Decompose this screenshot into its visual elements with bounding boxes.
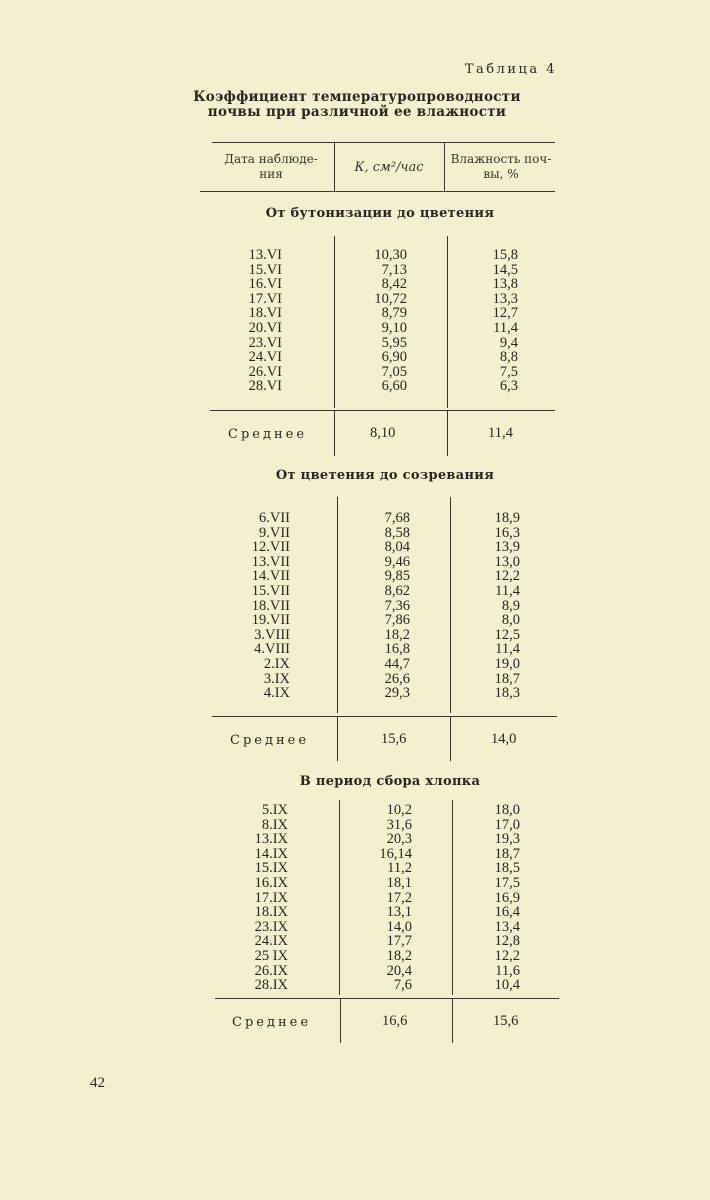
- col-header-k: К, см²/час: [354, 160, 424, 175]
- cell-moisture: 8,9: [501, 597, 520, 614]
- cell-moisture: 14,5: [492, 261, 518, 278]
- avg-label-flowering: Среднее: [230, 733, 310, 748]
- cell-date: 13.VI: [248, 247, 282, 263]
- cell-k: 11,2: [387, 860, 412, 877]
- avg-w-harvest: 15,6: [493, 1013, 519, 1029]
- cell-moisture: 12,2: [494, 947, 520, 964]
- table-label: Таблица 4: [464, 62, 557, 77]
- cell-moisture: 12,5: [494, 626, 520, 643]
- table-row: [200, 891, 560, 906]
- cell-date: 26.IX: [254, 962, 288, 979]
- cell-date: 4.IX: [263, 685, 290, 702]
- table-row: [200, 511, 560, 526]
- cell-moisture: 16,9: [494, 889, 520, 906]
- cell-k: 6,60: [381, 378, 407, 395]
- cell-k: 9,10: [381, 319, 407, 336]
- cell-moisture: 13,3: [492, 290, 518, 307]
- cell-date: 15.VII: [251, 582, 290, 599]
- avg-divider-3b: [452, 999, 453, 1043]
- table-row: [200, 920, 560, 935]
- cell-k: 20,3: [386, 831, 412, 848]
- table-row: [200, 248, 560, 263]
- cell-date: 15.IX: [254, 860, 288, 877]
- cell-date: 12.VII: [251, 539, 290, 556]
- col-header-moisture: Влажность поч- вы, %: [450, 152, 552, 181]
- cell-date: 13.IX: [254, 831, 288, 848]
- cell-moisture: 19,3: [494, 831, 520, 848]
- cell-k: 7,05: [381, 363, 407, 380]
- table-row: [200, 861, 560, 876]
- cell-k: 10,72: [374, 290, 407, 307]
- table-row: [200, 584, 560, 599]
- cell-k: 29,3: [384, 685, 410, 702]
- cell-date: 19.VII: [251, 612, 290, 629]
- table-row: [200, 949, 560, 964]
- col-header-date: Дата наблюде- ния: [224, 152, 318, 181]
- cell-moisture: 13,9: [494, 539, 520, 556]
- avg-w-budding: 11,4: [488, 425, 513, 441]
- avg-w-flowering: 14,0: [491, 731, 517, 747]
- cell-moisture: 11,6: [495, 962, 520, 979]
- table-row: [200, 277, 560, 292]
- cell-k: 7,13: [381, 261, 407, 278]
- cell-date: 24.VI: [248, 349, 282, 366]
- cell-date: 5.IX: [261, 802, 288, 818]
- avg-divider-2a: [337, 717, 338, 761]
- cell-moisture: 13,0: [494, 553, 520, 570]
- table-row: [200, 847, 560, 862]
- cell-k: 20,4: [386, 962, 412, 979]
- table-row: [200, 613, 560, 628]
- cell-date: 23.IX: [254, 918, 288, 935]
- cell-date: 24.IX: [254, 933, 288, 950]
- cell-k: 16,14: [379, 845, 412, 862]
- section-title-flowering: От цветения до созревания: [275, 468, 495, 483]
- avg-label-harvest: Среднее: [232, 1015, 312, 1030]
- cell-k: 9,85: [384, 568, 410, 585]
- cell-date: 18.VII: [251, 597, 290, 614]
- cell-k: 8,58: [384, 524, 410, 541]
- cell-moisture: 7,5: [499, 363, 518, 380]
- header-divider-1: [334, 143, 335, 191]
- cell-date: 15.VI: [248, 261, 282, 278]
- cell-moisture: 15,8: [492, 247, 518, 263]
- table-row: [200, 934, 560, 949]
- table-row: [200, 526, 560, 541]
- table-row: [200, 379, 560, 394]
- cell-moisture: 8,0: [501, 612, 520, 629]
- rows-budding: [200, 248, 560, 394]
- table-row: [200, 569, 560, 584]
- table-row: [200, 876, 560, 891]
- rows-flowering: [200, 511, 560, 701]
- table-row: [200, 832, 560, 847]
- table-row: [200, 350, 560, 365]
- cell-moisture: 13,8: [492, 276, 518, 293]
- table-row: [200, 292, 560, 307]
- table-row: [200, 555, 560, 570]
- cell-date: 9.VII: [258, 524, 290, 541]
- header-divider-2: [444, 143, 445, 191]
- cell-k: 18,2: [386, 947, 412, 964]
- cell-date: 14.IX: [254, 845, 288, 862]
- header-top-rule: [212, 142, 555, 143]
- table-row: [200, 905, 560, 920]
- cell-date: 8.IX: [261, 816, 288, 833]
- cell-k: 10,30: [374, 247, 407, 263]
- cell-moisture: 18,7: [494, 845, 520, 862]
- avg-label-budding: Среднее: [228, 427, 308, 442]
- avg-divider-1b: [447, 411, 448, 456]
- cell-moisture: 18,9: [494, 510, 520, 526]
- avg-divider-2b: [450, 717, 451, 761]
- cell-k: 8,04: [384, 539, 410, 556]
- avg-rule-1: [210, 410, 555, 411]
- avg-k-budding: 8,10: [370, 425, 396, 441]
- table-row: [200, 978, 560, 993]
- cell-moisture: 19,0: [494, 655, 520, 672]
- cell-k: 7,86: [384, 612, 410, 629]
- cell-moisture: 11,4: [495, 641, 520, 658]
- avg-rule-2: [212, 716, 557, 717]
- table-row: [200, 964, 560, 979]
- section-title-budding: От бутонизации до цветения: [265, 206, 495, 221]
- cell-date: 16.VI: [248, 276, 282, 293]
- cell-k: 8,62: [384, 582, 410, 599]
- cell-date: 3.VIII: [254, 626, 290, 643]
- table-row: [200, 599, 560, 614]
- cell-date: 26.VI: [248, 363, 282, 380]
- cell-date: 4.VIII: [254, 641, 290, 658]
- page-number: 42: [90, 1075, 105, 1091]
- header-bottom-rule: [200, 191, 555, 192]
- cell-date: 13.VII: [251, 553, 290, 570]
- cell-date: 23.VI: [248, 334, 282, 351]
- table-row: [200, 306, 560, 321]
- cell-k: 10,2: [386, 802, 412, 818]
- table-row: [200, 336, 560, 351]
- cell-date: 14.VII: [251, 568, 290, 585]
- cell-moisture: 18,5: [494, 860, 520, 877]
- table-title: [150, 90, 564, 120]
- cell-moisture: 18,0: [494, 802, 520, 818]
- cell-moisture: 10,4: [494, 977, 520, 994]
- avg-divider-1a: [334, 411, 335, 456]
- cell-k: 8,42: [381, 276, 407, 293]
- cell-moisture: 17,5: [494, 874, 520, 891]
- cell-k: 7,36: [384, 597, 410, 614]
- cell-k: 16,8: [384, 641, 410, 658]
- table-row: [200, 321, 560, 336]
- table-row: [200, 686, 560, 701]
- cell-moisture: 18,3: [494, 685, 520, 702]
- cell-date: 16.IX: [254, 874, 288, 891]
- cell-date: 6.VII: [258, 510, 290, 526]
- table-row: [200, 540, 560, 555]
- cell-k: 8,79: [381, 305, 407, 322]
- cell-k: 44,7: [384, 655, 410, 672]
- avg-k-harvest: 16,6: [382, 1013, 408, 1029]
- cell-moisture: 9,4: [499, 334, 518, 351]
- cell-date: 28.IX: [254, 977, 288, 994]
- cell-k: 18,2: [384, 626, 410, 643]
- cell-moisture: 16,4: [494, 904, 520, 921]
- title-line-1: Коэффициент температуропроводности: [193, 89, 521, 105]
- cell-k: 9,46: [384, 553, 410, 570]
- cell-date: 3.IX: [263, 670, 290, 687]
- cell-date: 2.IX: [263, 655, 290, 672]
- cell-moisture: 12,8: [494, 933, 520, 950]
- table-row: [200, 642, 560, 657]
- table-row: [200, 657, 560, 672]
- cell-k: 17,2: [386, 889, 412, 906]
- cell-moisture: 16,3: [494, 524, 520, 541]
- cell-moisture: 12,2: [494, 568, 520, 585]
- cell-moisture: 18,7: [494, 670, 520, 687]
- cell-date: 17.IX: [254, 889, 288, 906]
- title-line-2: почвы при различной ее влажности: [207, 104, 507, 120]
- cell-date: 17.VI: [248, 290, 282, 307]
- cell-moisture: 11,4: [493, 319, 518, 336]
- cell-k: 17,7: [386, 933, 412, 950]
- section-title-harvest: В период сбора хлопка: [299, 774, 481, 789]
- cell-moisture: 13,4: [494, 918, 520, 935]
- table-row: [200, 818, 560, 833]
- cell-date: 20.VI: [248, 319, 282, 336]
- cell-date: 18.IX: [254, 904, 288, 921]
- cell-k: 31,6: [386, 816, 412, 833]
- cell-k: 6,90: [381, 349, 407, 366]
- cell-date: 18.VI: [248, 305, 282, 322]
- table-row: [200, 365, 560, 380]
- table-row: [200, 672, 560, 687]
- cell-k: 18,1: [386, 874, 412, 891]
- cell-moisture: 12,7: [492, 305, 518, 322]
- cell-k: 7,68: [384, 510, 410, 526]
- avg-divider-3a: [340, 999, 341, 1043]
- cell-k: 14,0: [386, 918, 412, 935]
- cell-moisture: 17,0: [494, 816, 520, 833]
- cell-date: 25 IX: [254, 947, 288, 964]
- cell-date: 28.VI: [248, 378, 282, 395]
- cell-moisture: 6,3: [499, 378, 518, 395]
- cell-k: 5,95: [381, 334, 407, 351]
- cell-moisture: 8,8: [499, 349, 518, 366]
- table-row: [200, 803, 560, 818]
- cell-k: 13,1: [386, 904, 412, 921]
- avg-rule-3: [215, 998, 559, 999]
- cell-k: 26,6: [384, 670, 410, 687]
- rows-harvest: [200, 803, 560, 993]
- avg-k-flowering: 15,6: [381, 731, 407, 747]
- table-row: [200, 628, 560, 643]
- table-row: [200, 263, 560, 278]
- cell-k: 7,6: [393, 977, 412, 994]
- cell-moisture: 11,4: [495, 582, 520, 599]
